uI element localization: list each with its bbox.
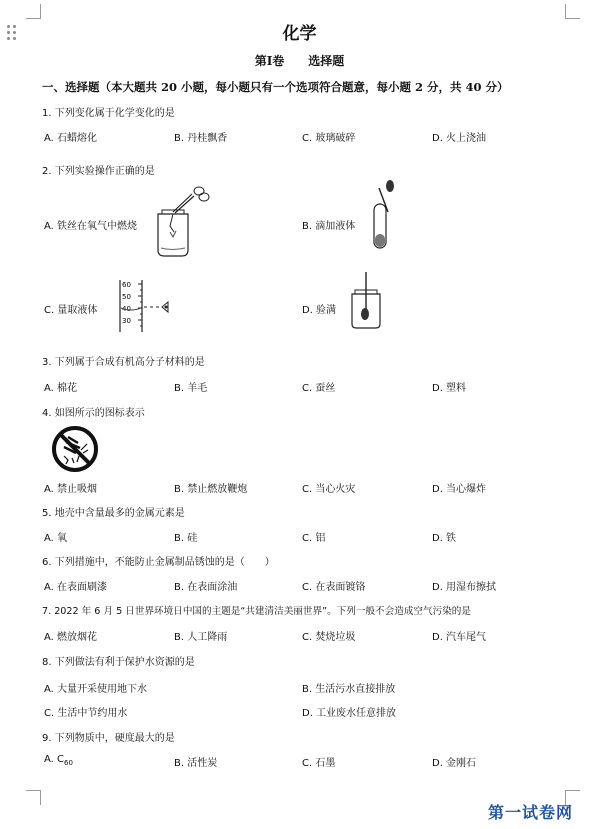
question-4-option-c: C. 当心火灾 [302,484,356,495]
site-logo: 第一试卷网 [488,803,574,822]
question-9-option-a [44,754,73,767]
question-3-option-b: B. 羊毛 [174,383,208,394]
question-4-option-a: A. 禁止吸烟 [44,484,98,495]
question-1-option-d: D. 火上浇油 [432,133,487,144]
cylinder-mark-30: 30 [122,317,131,325]
question-6-option-d: D. 用湿布擦拭 [432,582,497,593]
question-6-option-b: B. 在表面涂油 [174,582,238,593]
question-3-option-d: D. 塑料 [432,383,467,394]
question-5-option-b: B. 硅 [174,533,198,544]
question-3-option-a: A. 棉花 [44,383,78,394]
question-9-stem: 9. 下列物质中，硬度最大的是 [42,733,175,744]
question-4-stem: 4. 如图所示的图标表示 [42,408,145,419]
question-7-option-c: C. 焚烧垃圾 [302,632,356,643]
document-title: 化学 [282,24,317,44]
cylinder-mark-50: 50 [122,293,131,301]
question-7-option-a: A. 燃放烟花 [44,632,98,643]
question-2-stem: 2. 下列实验操作正确的是 [42,166,155,177]
question-9-option-b: B. 活性炭 [174,758,218,769]
section-heading: 一、选择题（本大题共 20 小题，每小题只有一个选项符合题意，每小题 2 分，共 40 分） [42,80,509,94]
question-1-option-b: B. 丹桂飘香 [174,133,228,144]
question-9-option-c: C. 石墨 [302,758,336,769]
question-5-stem: 5. 地壳中含量最多的金属元素是 [42,508,185,519]
cylinder-mark-60: 60 [122,281,131,289]
question-5-option-d: D. 铁 [432,533,457,544]
part-title: 第Ⅰ卷 选择题 [254,54,345,68]
question-6-option-c: C. 在表面镀铬 [302,582,366,593]
measuring-cylinder-figure [106,278,188,334]
question-3-stem: 3. 下列属于合成有机高分子材料的是 [42,357,205,368]
question-9-option-a-label: A. C [44,754,65,765]
question-2-option-a: A. 铁丝在氧气中燃烧 [44,221,138,232]
corner-mark-top-right [565,4,580,19]
question-9-option-d: D. 金刚石 [432,758,477,769]
question-7-option-b: B. 人工降雨 [174,632,228,643]
iron-wire-burning-figure [152,182,212,260]
cylinder-mark-40: 40 [122,305,131,313]
question-6-option-a: A. 在表面刷漆 [44,582,108,593]
question-2-option-b: B. 滴加液体 [302,221,356,232]
question-2-option-d: D. 验满 [302,305,337,316]
dropper-test-tube-figure [366,180,398,254]
gas-full-test-figure [346,272,386,332]
question-5-option-a: A. 氧 [44,533,68,544]
question-8-option-a: A. 大量开采使用地下水 [44,684,148,695]
question-3-option-c: C. 蚕丝 [302,383,336,394]
question-8-option-c: C. 生活中节约用水 [44,708,128,719]
corner-mark-bottom-left [26,790,41,805]
corner-mark-top-left [26,4,41,19]
no-firecrackers-sign-icon [50,424,100,474]
question-5-option-c: C. 铝 [302,533,326,544]
question-8-option-b: B. 生活污水直接排放 [302,684,396,695]
question-1-stem: 1. 下列变化属于化学变化的是 [42,108,175,119]
question-7-stem: 7. 2022 年 6 月 5 日世界环境日中国的主题是“共建清洁美丽世界”。下列一般不会造成空气污染的是 [42,606,471,617]
question-6-stem: 6. 下列措施中，不能防止金属制品锈蚀的是（ ） [42,557,275,568]
question-4-option-b: B. 禁止燃放鞭炮 [174,484,248,495]
question-7-option-d: D. 汽车尾气 [432,632,487,643]
question-8-stem: 8. 下列做法有利于保护水资源的是 [42,657,195,668]
question-2-option-c: C. 量取液体 [44,305,98,316]
question-1-option-c: C. 玻璃破碎 [302,133,356,144]
question-1-option-a: A. 石蜡熔化 [44,133,98,144]
question-8-option-d: D. 工业废水任意排放 [302,708,397,719]
question-9-option-a-subscript: 60 [64,759,73,767]
question-4-option-d: D. 当心爆炸 [432,484,487,495]
